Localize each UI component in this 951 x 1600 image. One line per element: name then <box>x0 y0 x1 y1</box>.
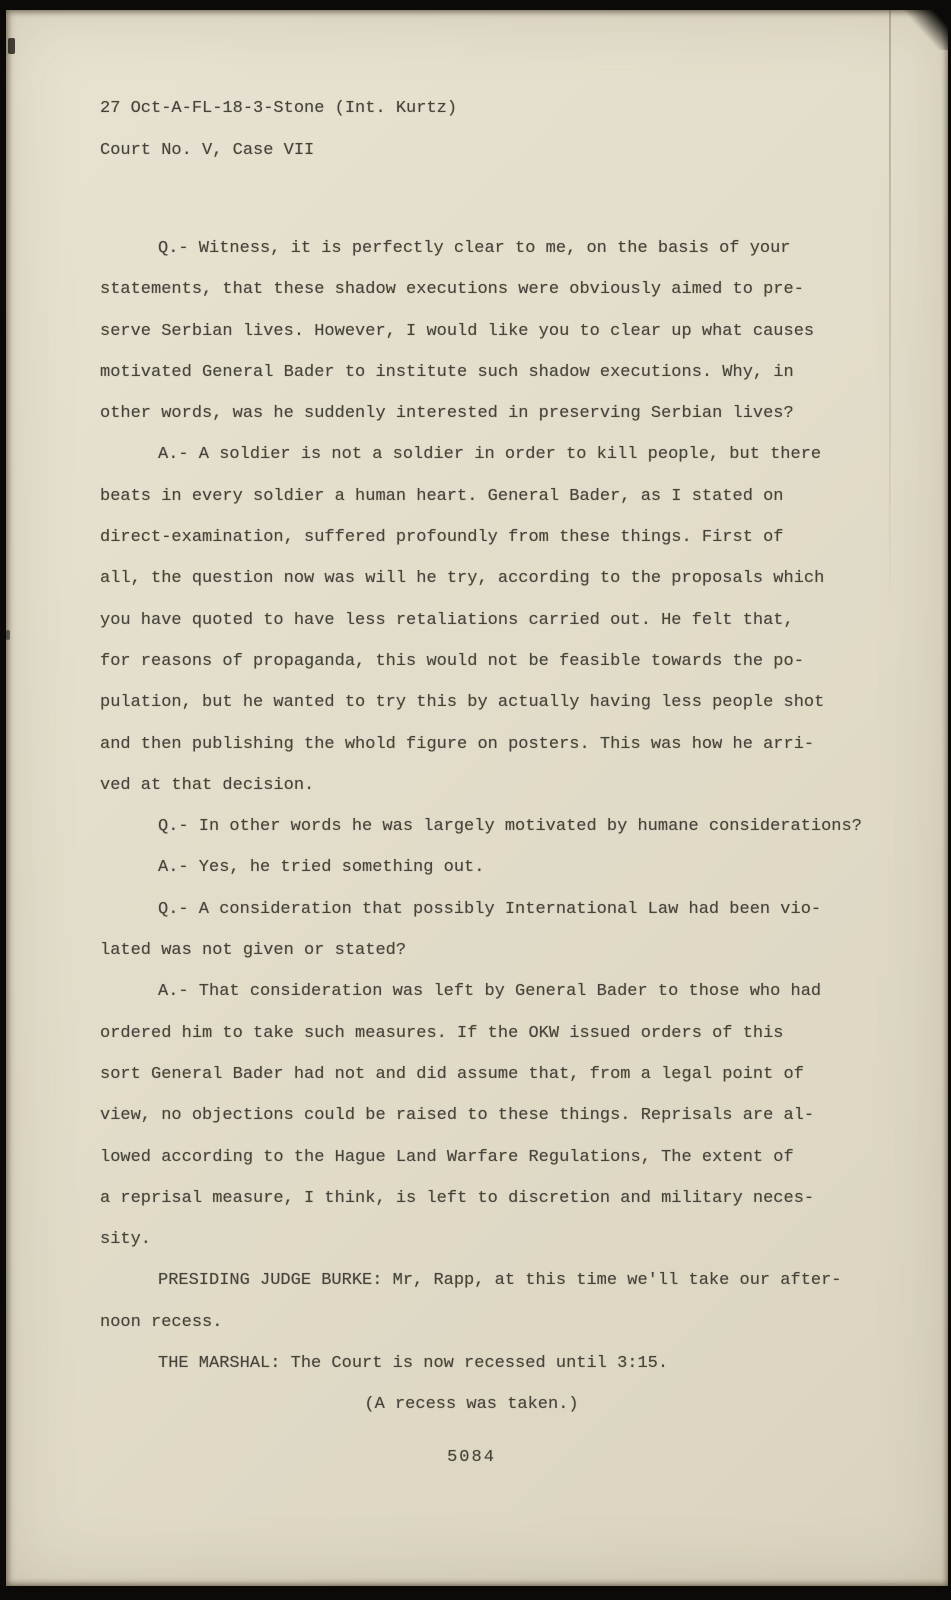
transcript-line: you have quoted to have less retaliations carried out. He felt that, <box>100 610 794 630</box>
page-number: 5084 <box>447 1447 496 1467</box>
transcript-line: Q.- Witness, it is perfectly clear to me, on the basis of your <box>158 239 791 258</box>
transcript-body <box>100 228 913 1426</box>
document-page <box>6 10 948 1586</box>
page-content <box>100 10 913 1478</box>
transcript-line: sity. <box>100 1230 152 1250</box>
transcript-line: other words, was he suddenly interested in preserving Serbian lives? <box>100 404 794 424</box>
transcript-line: motivated General Bader to institute such shadow executions. Why, in <box>100 362 794 382</box>
transcript-line: (A recess was taken.) <box>364 1395 579 1415</box>
transcript-line: and then publishing the whold figure on posters. This was how he arri- <box>100 734 815 754</box>
transcript-line: Q.- A consideration that possibly International Law had been vio- <box>158 899 822 919</box>
transcript-line: noon recess. <box>100 1312 223 1332</box>
transcript-line: pulation, but he wanted to try this by actually having less people shot <box>100 693 825 713</box>
transcript-line: ordered him to take such measures. If the OKW issued orders of this <box>100 1023 784 1043</box>
transcript-line: direct-examination, suffered profoundly from these things. First of <box>100 528 784 548</box>
document-header <box>100 10 913 172</box>
transcript-line: statements, that these shadow executions were obviously aimed to pre- <box>100 280 804 300</box>
transcript-line: A.- That consideration was left by General Bader to those who had <box>158 982 822 1002</box>
transcript-line: THE MARSHAL: The Court is now recessed until 3:15. <box>158 1354 669 1374</box>
transcript-line: A.- Yes, he tried something out. <box>158 858 485 878</box>
transcript-line: a reprisal measure, I think, is left to discretion and military neces- <box>100 1188 815 1208</box>
transcript-line: A.- A soldier is not a soldier in order to kill people, but there <box>158 445 822 465</box>
transcript-line: PRESIDING JUDGE BURKE: Mr, Rapp, at this time we'll take our after- <box>158 1271 842 1291</box>
transcript-line: serve Serbian lives. However, I would like you to clear up what causes <box>100 321 815 341</box>
transcript-line: sort General Bader had not and did assume that, from a legal point of <box>100 1064 804 1084</box>
transcript-line: for reasons of propaganda, this would not be feasible towards the po- <box>100 651 804 671</box>
transcript-line: view, no objections could be raised to these things. Reprisals are al- <box>100 1106 815 1126</box>
transcript-line: lated was not given or stated? <box>100 941 407 961</box>
document-id-line: 27 Oct-A-FL-18-3-Stone (Int. Kurtz) <box>100 99 458 118</box>
transcript-line: ved at that decision. <box>100 775 315 795</box>
transcript-line: beats in every soldier a human heart. General Bader, as I stated on <box>100 486 784 506</box>
scan-artifact <box>6 630 10 640</box>
transcript-line: Q.- In other words he was largely motivated by humane considerations? <box>158 817 862 837</box>
transcript-line: lowed according to the Hague Land Warfare Regulations, The extent of <box>100 1147 794 1167</box>
court-case-line: Court No. V, Case VII <box>100 141 315 160</box>
transcript-line: all, the question now was will he try, according to the proposals which <box>100 569 825 589</box>
scan-artifact <box>8 38 15 54</box>
